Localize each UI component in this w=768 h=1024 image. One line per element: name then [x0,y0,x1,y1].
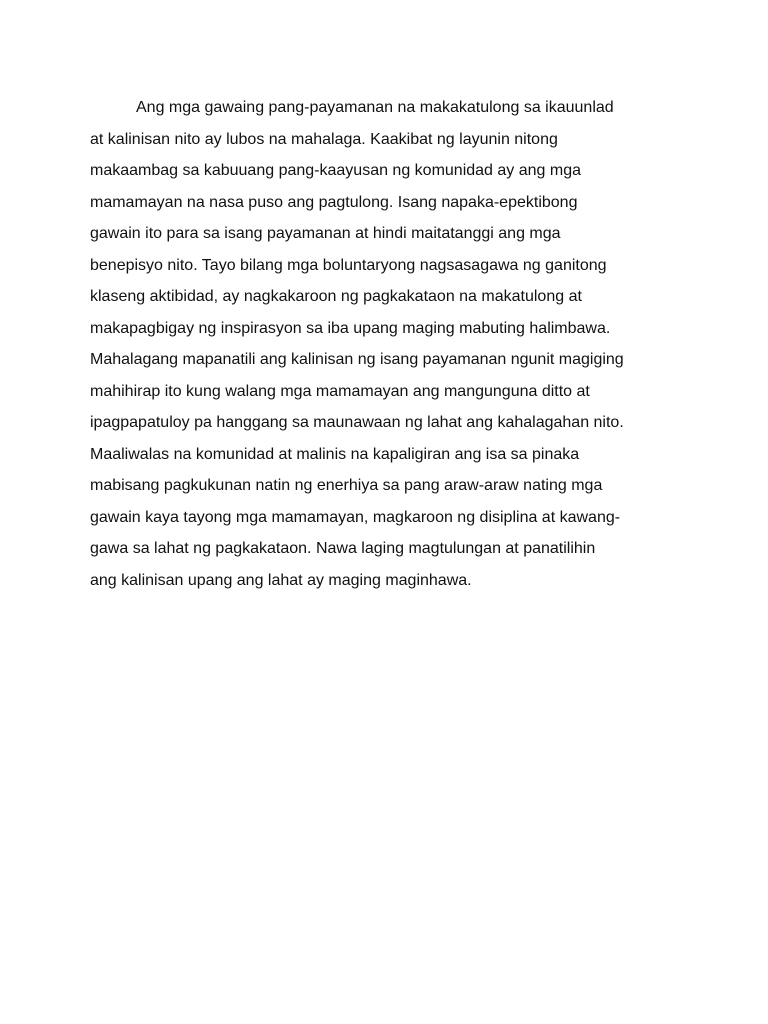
paragraph-line: gawa sa lahat ng pagkakataon. Nawa laging magtulungan at panatilihin [90,540,596,557]
paragraph-line: mamamayan na nasa puso ang pagtulong. Isang napaka-epektibong [90,193,578,211]
paragraph-line: gawain kaya tayong mga mamamayan, magkaroon ng disiplina at kawang- [90,508,621,526]
paragraph-line: makaambag sa kabuuang pang-kaayusan ng komunidad ay ang mga [90,162,581,179]
paragraph-line: mahihirap ito kung walang mga mamamayan ang mangunguna ditto at [90,382,590,400]
paragraph-line: ipagpapatuloy pa hanggang sa maunawaan ng lahat ang kahalagahan nito. [90,414,624,431]
body-paragraph [90,92,690,596]
paragraph-line: klaseng aktibidad, ay nagkakaroon ng pagkakataon na makatulong at [90,288,582,305]
paragraph-line: gawain ito para sa isang payamanan at hindi maitatanggi ang mga [90,225,561,242]
paragraph-line: Mahalagang mapanatili ang kalinisan ng isang payamanan ngunit magiging [90,351,624,368]
paragraph-line: at kalinisan nito ay lubos na mahalaga. Kaakibat ng layunin nitong [90,130,558,148]
paragraph-line: Maaliwalas na komunidad at malinis na kapaligiran ang isa sa pinaka [90,445,580,463]
paragraph-line: ang kalinisan upang ang lahat ay maging maginhawa. [90,571,472,589]
paragraph-line: makapagbigay ng inspirasyon sa iba upang maging mabuting halimbawa. [90,319,611,337]
paragraph-line: benepisyo nito. Tayo bilang mga boluntaryong nagsasagawa ng ganitong [90,256,607,274]
paragraph-line: Ang mga gawaing pang-payamanan na makakatulong sa ikauunlad [136,99,614,116]
paragraph-line: mabisang pagkukunan natin ng enerhiya sa pang araw-araw nating mga [90,477,603,494]
